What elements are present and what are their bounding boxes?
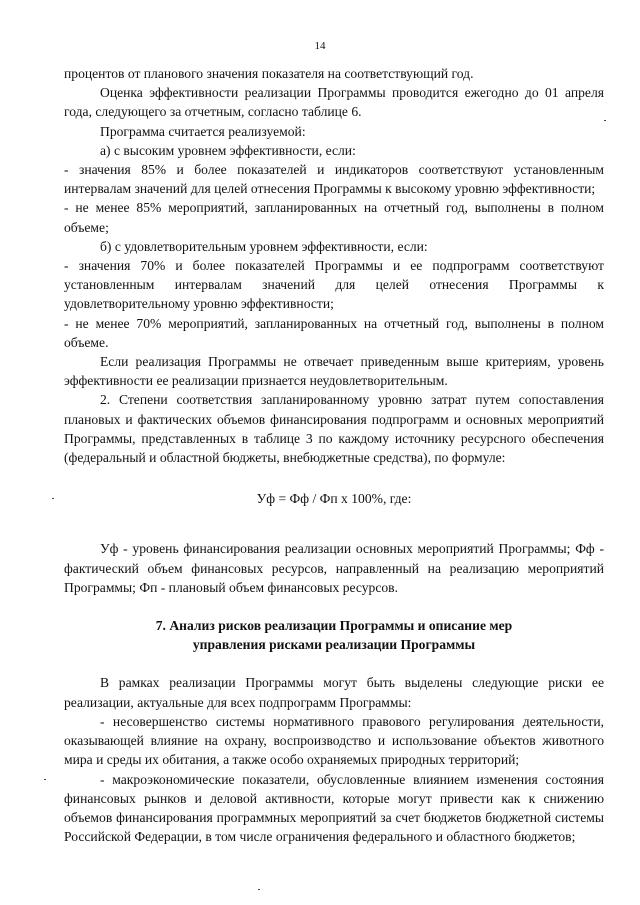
- formula-explanation: Уф - уровень финансирования реализации основных мероприятий Программы; Фф - фактический объем финансовых ресурсов, направленный на реализацию мероприятий Программы; Фп - плановый объем финансовых ресурсов.: [64, 541, 604, 595]
- list-item: - значения 70% и более показателей Программы и ее подпрограмм соответствуют установленным интервалам значений для целей отнесения Программы к удовлетворительному уровню эффективности;: [64, 258, 604, 312]
- list-item: - макроэкономические показатели, обусловленные влиянием изменения состояния финансовых рынков и деловой активности, которые могут привести как к снижению объемов финансирования программных мероприятий за счет бюджетов бюджетной системы Российской Федерации, в том числе ограничения федерального и областного бюджетов;: [64, 771, 604, 845]
- section-heading: [64, 616, 604, 654]
- paragraph-assessment-schedule: Оценка эффективности реализации Программы проводится ежегодно до 01 апреля года, следующего за отчетным, согласно таблице 6.: [64, 85, 604, 120]
- paragraph-continuation: процентов от планового значения показателя на соответствующий год.: [64, 66, 474, 81]
- page-number: 14: [314, 40, 326, 52]
- paragraph-satisfactory-efficiency: б) с удовлетворительным уровнем эффективности, если:: [100, 238, 428, 254]
- paragraph-high-efficiency: а) с высоким уровнем эффективности, если:: [100, 142, 356, 158]
- section-heading-line-1: 7. Анализ рисков реализации Программы и описание мер: [155, 618, 513, 634]
- list-item: - значения 85% и более показателей и индикаторов соответствуют установленным интервалам значений для целей отнесения Программы к высокому уровню эффективности;: [64, 162, 604, 197]
- scan-speck: [258, 889, 260, 890]
- paragraph-cost-compliance: 2. Степени соответствия запланированному уровню затрат путем сопоставления плановых и фактических объемов финансирования подпрограмм и основных мероприятий Программы, представленных в таблице 3 по каждому источнику ресурсного обеспечения (федеральный и областной бюджеты, внебюджетные средства), по формуле:: [64, 392, 604, 466]
- list-item: - не менее 85% мероприятий, запланированных на отчетный год, выполнены в полном объеме;: [64, 200, 604, 235]
- scan-speck: [52, 498, 54, 499]
- list-item: - несовершенство системы нормативного правового регулирования деятельности, оказывающей влияние на охрану, воспроизводство и использование объектов животного мира и среды их обитания, а также особо охраняемых природных территорий;: [64, 713, 604, 768]
- page-body: [64, 64, 604, 846]
- list-item: - не менее 70% мероприятий, запланированных на отчетный год, выполнены в полном объеме.: [64, 315, 604, 350]
- section-heading-line-2: управления рисками реализации Программы: [192, 637, 476, 653]
- paragraph-program-considered: Программа считается реализуемой:: [100, 123, 306, 139]
- formula: Уф = Фф / Фп x 100%, где:: [256, 491, 412, 507]
- paragraph-risks-intro: В рамках реализации Программы могут быть выделены следующие риски ее реализации, актуальные для всех подпрограмм Программы:: [64, 675, 604, 710]
- scan-speck: [604, 120, 606, 121]
- scan-speck: [44, 779, 46, 780]
- paragraph-unsatisfactory: Если реализация Программы не отвечает приведенным выше критериям, уровень эффективности ее реализации признается неудовлетворительным.: [64, 354, 604, 389]
